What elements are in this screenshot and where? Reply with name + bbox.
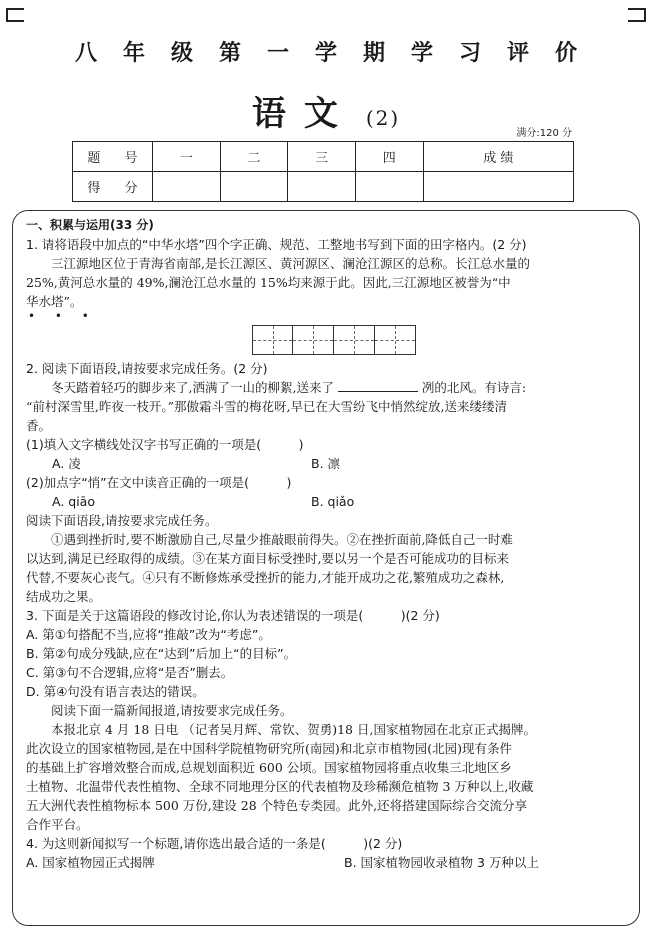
question-2-stem: 2. 阅读下面语段,请按要求完成任务。(2 分) [26, 361, 268, 376]
news-line: 五大洲代表性植物标本 500 万份,建设 28 个特色专类园。此外,还将搭建国际综合交流分享 [26, 798, 528, 813]
score-table-cell: 三 [288, 142, 356, 172]
volume-number: (2) [365, 106, 401, 130]
option-c[interactable]: C. 第③句不合逻辑,应将“是否”删去。 [26, 665, 234, 680]
option-row [26, 492, 626, 511]
question-3-stem: 3. 下面是关于这篇语段的修改讨论,你认为表述错误的一项是( )(2 分) [26, 608, 440, 623]
subject-name: 语文 [251, 94, 356, 134]
option-a[interactable]: A. qiāo [52, 494, 95, 509]
section-title: 一、积累与运用(33 分) [26, 218, 154, 232]
score-table-cell: 成 绩 [423, 142, 573, 172]
passage-line: “前村深雪里,昨夜一枝开。”那傲霜斗雪的梅花呀,早已在大雪纷飞中悄然绽放,送来缕缕清 [26, 399, 507, 414]
question-1-stem: 1. 请将语段中加点的“中华水塔”四个字正确、规范、工整地书写到下面的田字格内。(2 分) [26, 237, 527, 252]
sub-question-1: (1)填入文字横线处汉字书写正确的一项是( ) [26, 437, 304, 452]
score-table-score-row [73, 172, 574, 202]
option-a[interactable]: A. 第①句搭配不当,应将“推敲”改为“考虑”。 [26, 627, 271, 642]
tianzi-cell[interactable] [375, 325, 416, 355]
option-b[interactable]: B. 第②句成分残缺,应在“达到”后加上“的目标”。 [26, 646, 297, 661]
passage-line: ①遇到挫折时,要不断激励自己,尽量少推敲眼前得失。②在挫折面前,降低自己一时难 [51, 532, 513, 547]
news-line: 此次设立的国家植物园,是在中国科学院植物研究所(南园)和北京市植物园(北园)现有条件 [26, 741, 512, 756]
question-4-stem: 4. 为这则新闻拟写一个标题,请你选出最合适的一条是( )(2 分) [26, 836, 403, 851]
passage-line: 25%,黄河总水量的 49%,澜沧江总水量的 15%均来源于此。因此,三江源地区被誉为“中 [26, 275, 511, 290]
news-intro: 阅读下面一篇新闻报道,请按要求完成任务。 [51, 703, 293, 718]
score-input-cell[interactable] [220, 172, 288, 202]
score-table-cell: 题 号 [73, 142, 153, 172]
score-input-cell[interactable] [423, 172, 573, 202]
option-a[interactable]: A. 凌 [52, 456, 81, 471]
score-table-cell: 得 分 [73, 172, 153, 202]
passage-line: 以达到,满足已经取得的成绩。③在某方面目标受挫时,要以另一个是否可能成功的目标来 [26, 551, 509, 566]
option-d[interactable]: D. 第④句没有语言表达的错误。 [26, 684, 205, 699]
news-line: 土植物、北温带代表性植物、全球不同地理分区的代表植物及珍稀濒危植物 3 万种以上,收藏 [26, 779, 534, 794]
tianzi-grid[interactable] [252, 325, 626, 355]
tianzi-cell[interactable] [252, 325, 293, 355]
option-b[interactable]: B. 国家植物园收录植物 3 万种以上 [344, 855, 539, 870]
score-table-cell: 一 [153, 142, 221, 172]
score-input-cell[interactable] [288, 172, 356, 202]
fill-blank[interactable] [338, 380, 418, 392]
passage-line: 代替,不要灰心丧气。④只有不断修炼承受挫折的能力,才能开成功之花,繁殖成功之森林, [26, 570, 505, 585]
news-line: 合作平台。 [26, 817, 89, 832]
passage-line [26, 378, 626, 397]
sub-question-2: (2)加点字“悄”在文中读音正确的一项是( ) [26, 475, 292, 490]
score-table-cell: 四 [355, 142, 423, 172]
question-content [26, 216, 626, 872]
passage-line: 三江源地区位于青海省南部,是长江源区、黄河源区、澜沧江源区的总称。长江总水量的 [51, 256, 530, 271]
score-input-cell[interactable] [355, 172, 423, 202]
reading-intro: 阅读下面语段,请按要求完成任务。 [26, 513, 218, 528]
passage-segment: 冽的北风。有诗言: [421, 380, 527, 395]
option-b[interactable]: B. 凛 [311, 456, 341, 471]
option-row [26, 454, 626, 473]
corner-mark-left [6, 8, 24, 22]
corner-mark-right [628, 8, 646, 22]
score-table-header-row [73, 142, 574, 172]
passage-line: 结成功之果。 [26, 589, 102, 604]
tianzi-cell[interactable] [334, 325, 375, 355]
score-table-cell: 二 [220, 142, 288, 172]
news-line: 的基础上扩容增效整合而成,总规划面积近 600 公顷。国家植物园将重点收集三北地区乡 [26, 760, 512, 775]
passage-segment: 冬天踏着轻巧的脚步来了,洒满了一山的柳絮,送来了 [51, 380, 334, 395]
option-b[interactable]: B. qiǎo [311, 494, 355, 509]
exam-title: 八年级第一学期学习评价 [74, 41, 603, 66]
emphasis-dots: • • • [28, 311, 97, 321]
full-score: 满分:120 分 [516, 128, 572, 139]
score-input-cell[interactable] [153, 172, 221, 202]
news-line: 本报北京 4 月 18 日电 （记者吴月辉、常钦、贺勇)18 日,国家植物园在北京正式揭牌。 [51, 722, 536, 737]
option-row [26, 853, 626, 872]
tianzi-cell[interactable] [293, 325, 334, 355]
passage-line: 华水塔”。 [26, 294, 83, 309]
passage-line: 香。 [26, 418, 52, 433]
score-table [72, 141, 574, 202]
option-a[interactable]: A. 国家植物园正式揭牌 [26, 855, 155, 870]
